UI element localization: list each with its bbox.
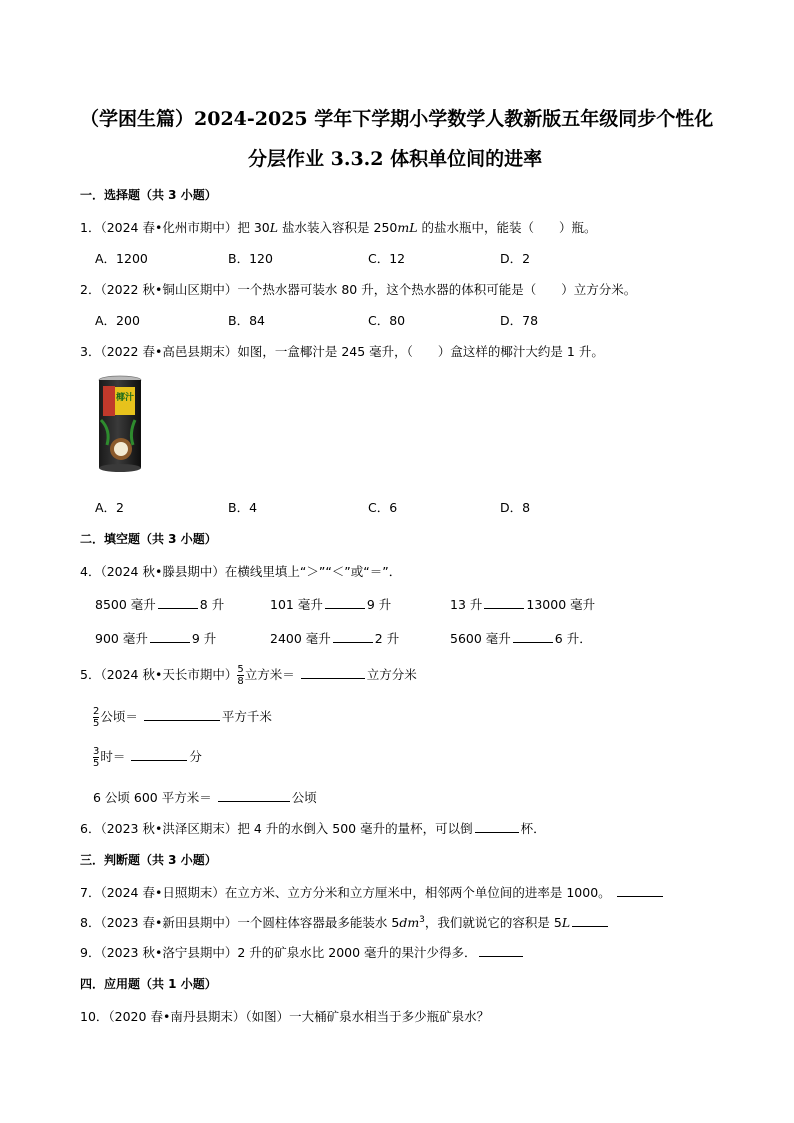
title-line-2: 分层作业 3.3.2 体积单位间的进率: [248, 148, 543, 170]
option-d: D．78: [500, 313, 539, 328]
question-source: （2020 春•南丹县期末）: [108, 1009, 246, 1024]
compare-left: 2400 毫升: [270, 631, 331, 646]
question-6: [80, 819, 546, 837]
question-text: ，我们就说它的容积是 5: [424, 915, 562, 930]
section-application-heading: 四．应用题（共 1 小题）: [80, 977, 217, 991]
answer-blank[interactable]: [150, 630, 190, 643]
question-text: 一个圆柱体容器最多能装水 5: [237, 915, 400, 930]
question-text: 立方分米: [366, 667, 417, 682]
question-text: 立方米＝: [244, 667, 295, 682]
question-text: 平方千米: [221, 709, 272, 724]
question-number: 6．: [80, 821, 101, 836]
question-text: 时＝: [100, 749, 126, 764]
question-text: 公顷＝: [100, 709, 138, 724]
compare-item: [450, 595, 595, 613]
question-text: 在立方米、立方分米和立方厘米中，相邻两个单位间的进率是 1000。: [224, 885, 611, 900]
option-a: A．200: [95, 313, 140, 328]
question-text: 杯．: [520, 821, 546, 836]
compare-item: [95, 629, 216, 647]
fraction: [93, 706, 99, 729]
answer-blank[interactable]: [131, 748, 187, 761]
question-source: （2024 春•日照期末）: [100, 885, 225, 900]
compare-right: 6 升．: [554, 631, 592, 646]
compare-left: 5600 毫升: [450, 631, 511, 646]
section-choice-heading: 一．选择题（共 3 小题）: [80, 188, 217, 202]
question-3: [80, 342, 604, 360]
answer-blank[interactable]: [144, 708, 220, 721]
question-source: （2022 春•高邑县期末）: [100, 344, 238, 359]
question-text: 在横线里填上“＞”“＜”或“＝”．: [224, 564, 402, 579]
question-source: （2023 秋•洪泽区期末）: [100, 821, 238, 836]
question-1: [80, 218, 597, 236]
question-text: 盐水装入容积是 250: [278, 220, 398, 235]
denominator: 5: [93, 758, 100, 769]
answer-blank[interactable]: [301, 666, 365, 679]
question-text: 一个热水器可装水 80 升，这个热水器的体积可能是（ ）立方分米。: [237, 282, 637, 297]
option-c: C．6: [368, 500, 398, 515]
question-text: 分: [189, 749, 202, 764]
answer-blank[interactable]: [617, 884, 663, 897]
option-a: A．1200: [95, 251, 148, 266]
question-5-line-2: [93, 706, 272, 729]
answer-blank[interactable]: [158, 596, 198, 609]
section-judge-heading: 三．判断题（共 3 小题）: [80, 853, 217, 867]
unit-l: L: [269, 220, 279, 235]
question-7: [80, 883, 665, 901]
unit-dm: dm: [399, 915, 420, 930]
option-d: D．8: [500, 500, 531, 515]
question-text: 6 公顷 600 平方米＝: [93, 790, 212, 805]
compare-item: [450, 629, 592, 647]
compare-left: 101 毫升: [270, 597, 323, 612]
question-number: 2．: [80, 282, 101, 297]
can-brand-text: 椰汁: [115, 393, 135, 403]
option-c: C．80: [368, 313, 406, 328]
question-number: 7．: [80, 885, 101, 900]
question-number: 9．: [80, 945, 101, 960]
compare-right: 9 升: [366, 597, 392, 612]
answer-blank[interactable]: [484, 596, 524, 609]
answer-blank[interactable]: [333, 630, 373, 643]
question-4: [80, 562, 401, 580]
compare-right: 13000 毫升: [526, 597, 596, 612]
question-source: （2024 秋•天长市期中）: [100, 667, 238, 682]
question-number: 5．: [80, 667, 101, 682]
question-number: 4．: [80, 564, 101, 579]
answer-blank[interactable]: [513, 630, 553, 643]
question-number: 8．: [80, 915, 101, 930]
numerator: 3: [93, 746, 100, 757]
question-5-line-3: [93, 746, 202, 769]
question-5-line-4: [93, 788, 317, 806]
question-text: 把 4 升的水倒入 500 毫升的量杯，可以倒: [237, 821, 473, 836]
question-number: 3．: [80, 344, 101, 359]
unit-l: L: [561, 915, 571, 930]
question-source: （2023 春•新田县期中）: [100, 915, 238, 930]
compare-right: 8 升: [199, 597, 225, 612]
title-line-1: （学困生篇）2024-2025 学年下学期小学数学人教新版五年级同步个性化: [80, 108, 714, 130]
coconut-juice-can-image: [95, 375, 145, 475]
question-source: （2022 秋•铜山区期中）: [100, 282, 238, 297]
compare-item: [270, 629, 399, 647]
section-fill-heading: 二．填空题（共 3 小题）: [80, 532, 217, 546]
answer-blank[interactable]: [572, 914, 608, 927]
compare-left: 8500 毫升: [95, 597, 156, 612]
numerator: 2: [93, 706, 100, 717]
question-2: [80, 280, 636, 298]
question-8: [80, 913, 610, 931]
question-number: 1．: [80, 220, 101, 235]
question-text: 2 升的矿泉水比 2000 毫升的果汁少得多．: [237, 945, 477, 960]
question-5: [80, 664, 417, 687]
unit-ml: mL: [397, 220, 418, 235]
question-text: （如图）一大桶矿泉水相当于多少瓶矿泉水？: [245, 1009, 490, 1024]
compare-left: 13 升: [450, 597, 483, 612]
option-b: B．84: [228, 313, 265, 328]
question-number: 10．: [80, 1009, 109, 1024]
answer-blank[interactable]: [218, 789, 290, 802]
unit-exponent: 3: [419, 914, 425, 925]
question-text: 把 30: [237, 220, 270, 235]
denominator: 8: [237, 676, 244, 687]
compare-left: 900 毫升: [95, 631, 148, 646]
option-b: B．4: [228, 500, 258, 515]
option-a: A．2: [95, 500, 125, 515]
option-b: B．120: [228, 251, 273, 266]
compare-item: [95, 595, 224, 613]
answer-blank[interactable]: [325, 596, 365, 609]
option-c: C．12: [368, 251, 406, 266]
compare-right: 2 升: [374, 631, 400, 646]
fraction: [93, 746, 99, 769]
option-d: D．2: [500, 251, 531, 266]
answer-blank[interactable]: [479, 944, 523, 957]
compare-right: 9 升: [191, 631, 217, 646]
numerator: 5: [237, 664, 244, 675]
question-source: （2023 秋•洛宁县期中）: [100, 945, 238, 960]
question-text: 公顷: [291, 790, 317, 805]
question-source: （2024 秋•滕县期中）: [100, 564, 225, 579]
question-9: [80, 943, 525, 961]
question-source: （2024 春•化州市期中）: [100, 220, 238, 235]
fraction: [237, 664, 243, 687]
question-10: [80, 1007, 489, 1025]
answer-blank[interactable]: [475, 820, 519, 833]
denominator: 5: [93, 718, 100, 729]
question-text: 如图，一盒椰汁是 245 毫升，（ ）盒这样的椰汁大约是 1 升。: [237, 344, 604, 359]
compare-item: [270, 595, 391, 613]
question-text: 的盐水瓶中，能装（ ）瓶。: [417, 220, 597, 235]
